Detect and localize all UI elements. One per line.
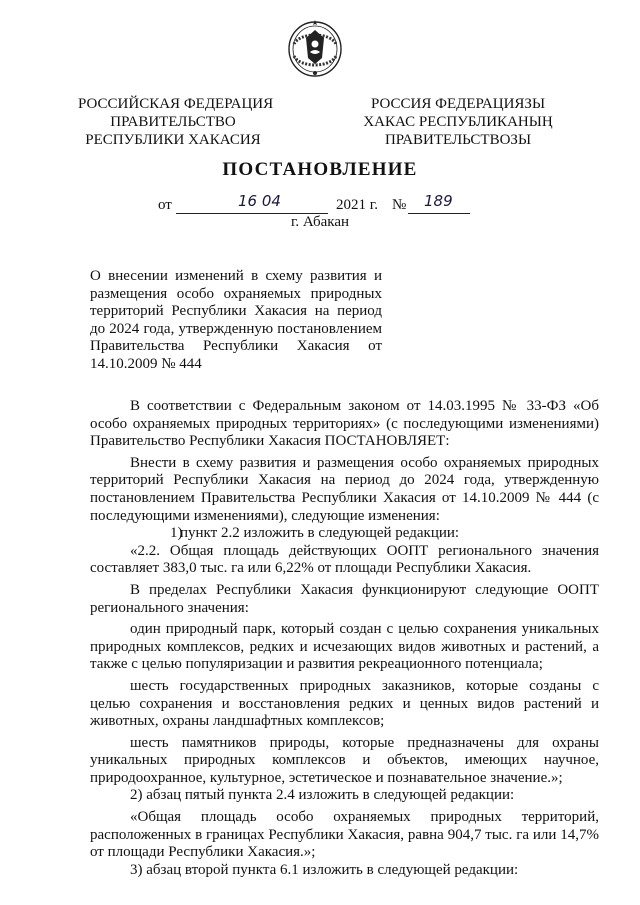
body-paragraph: 2) абзац пятый пункта 2.4 изложить в следующей редакции:	[130, 787, 515, 804]
year-label: 2021 г.	[336, 197, 378, 213]
header-left-line: РЕСПУБЛИКИ ХАКАСИЯ	[85, 132, 261, 148]
handwritten-date: 16 04	[238, 192, 281, 210]
body-paragraph: 3) абзац второй пункта 6.1 изложить в следующей редакции:	[130, 861, 519, 878]
body-paragraph: шесть памятников природы, которые предназначены для охраны уникальных природных комплексов и объектов, имеющих научное, природоохранное, культурное, эстетическое и познавательное значение.»;	[90, 734, 599, 786]
header-right-line: ХАКАС РЕСПУБЛИКАНЫҢ	[363, 114, 553, 130]
body-paragraph: «2.2. Общая площадь действующих ООПТ регионального значения составляет 383,0 тыс. га или 6,22% от площади Республики Хакасия.	[90, 542, 599, 577]
number-sign: №	[392, 197, 407, 213]
header-right-line: РОССИЯ ФЕДЕРАЦИЯЗЫ	[370, 96, 546, 112]
header-right-block	[358, 95, 558, 149]
header-right-line: ПРАВИТЕЛЬСТВОЗЫ	[384, 132, 532, 148]
document-title: ПОСТАНОВЛЕНИЕ	[222, 159, 418, 180]
body-paragraph: шесть государственных природных заказников, которые созданы с целью сохранения и восстановления редких и ценных видов растений и животных, охраны ландшафтных комплексов;	[90, 677, 599, 730]
list-item-text: пункт 2.2 изложить в следующей редакции:	[180, 525, 460, 542]
document-body	[90, 398, 599, 879]
body-list-item	[90, 525, 599, 543]
list-item-number: 1)	[170, 525, 183, 542]
subject-paragraph: О внесении изменений в схему развития и размещения особо охраняемых природных территорий Республики Хакасия на период до 2024 года, утвержденную постановлением Правительства Республики Хакасия от 14.10.2009 № 444	[90, 268, 382, 372]
body-paragraph: В пределах Республики Хакасия функционируют следующие ООПТ регионального значения:	[90, 581, 599, 616]
coat-of-arms-emblem-icon	[286, 18, 344, 78]
date-prefix: от	[158, 197, 172, 213]
handwritten-number: 189	[424, 192, 453, 210]
body-paragraph: «Общая площадь особо охраняемых природных территорий, расположенных в границах Республики Хакасия, равна 904,7 тыс. га или 14,7% от площади Республики Хакасия.»;	[90, 809, 599, 861]
body-paragraph: Внести в схему развития и размещения особо охраняемых природных территорий Республики Хакасия на период до 2024 года, утвержденную постановлением Правительства Республики Хакасия от 14.10.2009 № 444 (с последующими изменениями), следующие изменения:	[90, 454, 599, 524]
body-paragraph: В соответствии с Федеральным законом от 14.03.1995 № 33-ФЗ «Об особо охраняемых природных территориях» (с последующими изменениями) Правительство Республики Хакасия ПОСТАНОВЛЯЕТ:	[90, 398, 599, 450]
body-paragraph: один природный парк, который создан с целью сохранения уникальных природных комплексов, редких и исчезающих видов животных и растений, а также с целью популяризации и развития рекреационного потенциала;	[90, 621, 599, 673]
header-left-line: ПРАВИТЕЛЬСТВО	[110, 114, 236, 130]
header-left-block	[78, 95, 274, 149]
header-left-line: РОССИЙСКАЯ ФЕДЕРАЦИЯ	[78, 96, 274, 112]
city-label: г. Абакан	[290, 214, 350, 230]
